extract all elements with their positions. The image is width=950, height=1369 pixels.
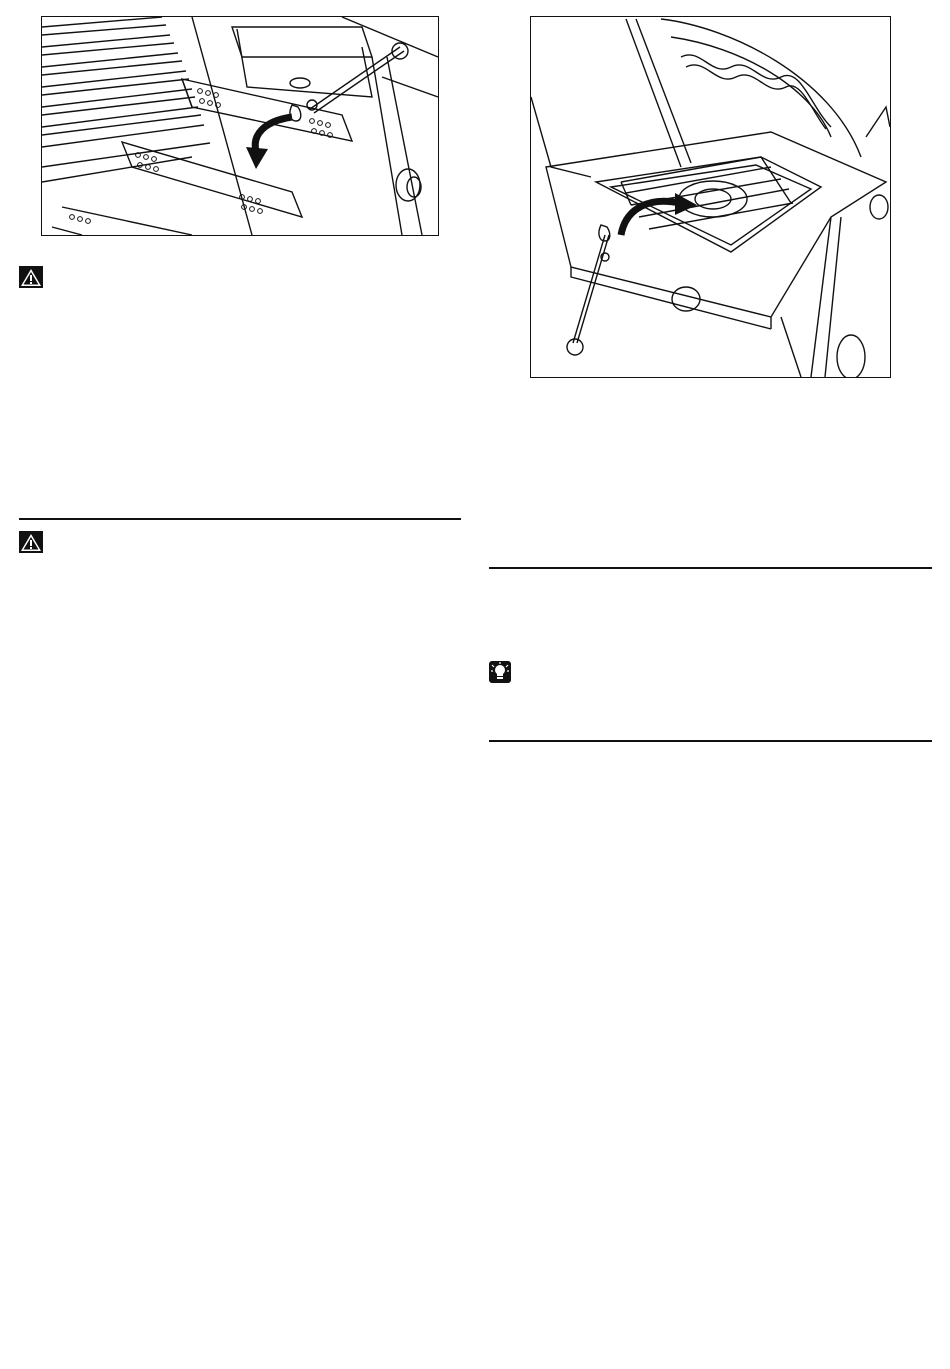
section-divider [19,518,461,520]
warning-triangle-icon [19,531,43,553]
side-burner-figure [530,16,891,378]
burner-illustration [42,17,438,235]
lightbulb-tip-icon [489,661,511,683]
warning-triangle-icon [19,266,43,288]
burner-match-holder-figure [41,16,439,236]
section-divider [489,567,932,569]
section-divider [489,740,932,742]
side-burner-illustration [531,17,890,377]
